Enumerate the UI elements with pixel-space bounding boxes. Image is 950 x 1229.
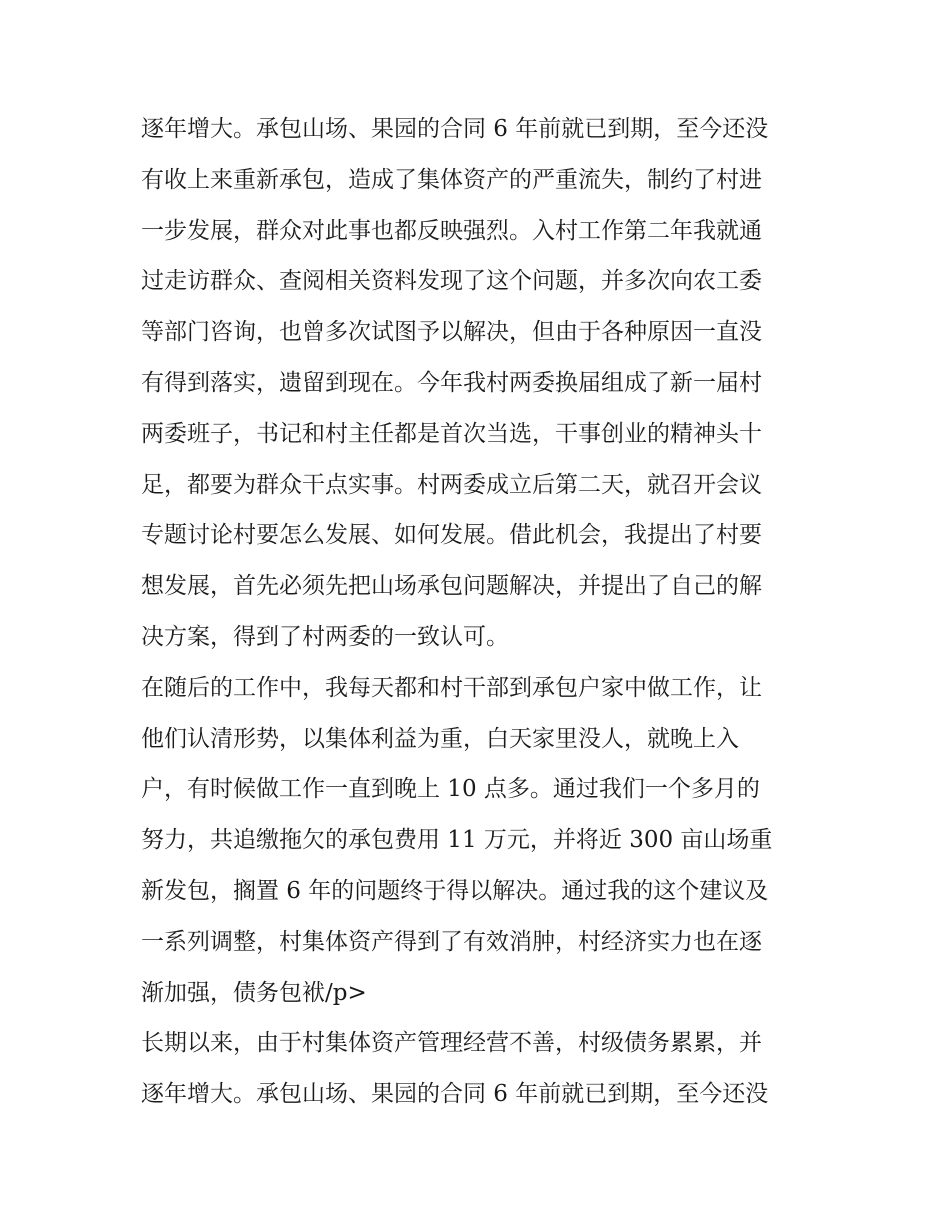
text-line: 过走访群众、查阅相关资料发现了这个问题，并多次向农工委 — [141, 268, 762, 295]
text-line: 在随后的工作中，我每天都和村干部到承包户家中做工作，让 — [141, 674, 762, 701]
text-line: 新发包，搁置 6 年的问题终于得以解决。通过我的这个建议及 — [141, 877, 769, 904]
text-line: 长期以来，由于村集体资产管理经营不善，村级债务累累，并 — [141, 1030, 762, 1057]
text-line: 专题讨论村要怎么发展、如何发展。借此机会，我提出了村要 — [141, 522, 762, 549]
text-line: 逐年增大。承包山场、果园的合同 6 年前就已到期，至今还没 — [141, 116, 769, 142]
text-line: 渐加强，债务包袱/p> — [141, 979, 367, 1006]
text-line: 两委班子，书记和村主任都是首次当选，干事创业的精神头十 — [141, 420, 762, 447]
text-line: 一步发展，群众对此事也都反映强烈。入村工作第二年我就通 — [141, 217, 762, 244]
text-line: 决方案，得到了村两委的一致认可。 — [141, 623, 509, 650]
text-line: 他们认清形势，以集体利益为重，白天家里没人，就晚上入 — [141, 725, 739, 752]
text-line: 逐年增大。承包山场、果园的合同 6 年前就已到期，至今还没 — [141, 1081, 769, 1108]
text-line: 等部门咨询，也曾多次试图予以解决，但由于各种原因一直没 — [141, 319, 762, 346]
text-line: 足，都要为群众干点实事。村两委成立后第二天，就召开会议 — [141, 471, 762, 498]
text-line: 户，有时候做工作一直到晚上 10 点多。通过我们一个多月的 — [141, 776, 760, 803]
text-line: 一系列调整，村集体资产得到了有效消肿，村经济实力也在逐 — [141, 928, 762, 955]
text-line: 有得到落实，遗留到现在。今年我村两委换届组成了新一届村 — [141, 369, 762, 396]
text-line: 努力，共追缴拖欠的承包费用 11 万元，并将近 300 亩山场重 — [141, 827, 773, 854]
body-text — [141, 104, 821, 1120]
text-line: 想发展，首先必须先把山场承包问题解决，并提出了自己的解 — [141, 573, 762, 600]
text-line: 有收上来重新承包，造成了集体资产的严重流失，制约了村进 — [141, 166, 762, 193]
